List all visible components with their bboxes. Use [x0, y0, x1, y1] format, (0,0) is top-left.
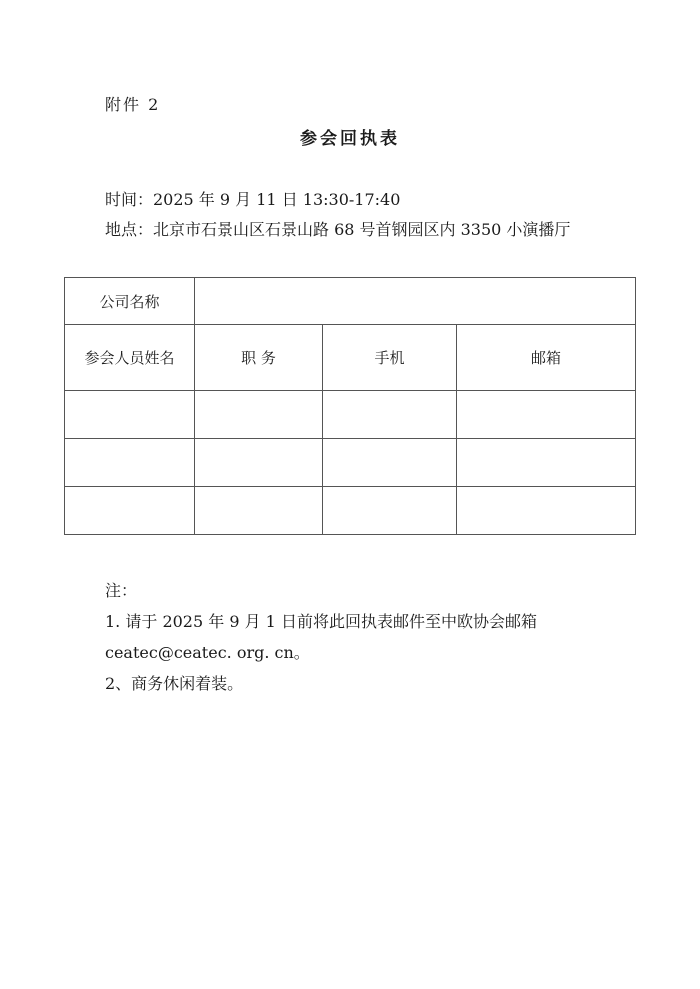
note-email: ceatec@ceatec. org. cn。: [105, 643, 310, 662]
attendee-name-cell[interactable]: [65, 439, 195, 487]
position-cell[interactable]: [195, 391, 323, 439]
position-cell[interactable]: [195, 487, 323, 535]
note-item-2: 2、商务休闲着装。: [105, 674, 244, 693]
mobile-cell[interactable]: [323, 487, 457, 535]
position-cell[interactable]: [195, 439, 323, 487]
header-row: [65, 325, 636, 391]
meeting-place: 地点：北京市石景山区石景山路 68 号首钢园区内 3350 小演播厅: [105, 220, 571, 239]
page-title: 参会回执表: [300, 129, 400, 149]
reply-form-table: [64, 277, 636, 535]
meeting-time: 时间：2025 年 9 月 11 日 13:30-17:40: [105, 190, 401, 209]
email-cell[interactable]: [457, 439, 636, 487]
mobile-cell[interactable]: [323, 439, 457, 487]
email-cell[interactable]: [457, 391, 636, 439]
table-row: [65, 487, 636, 535]
header-email: 邮箱: [457, 325, 636, 391]
attachment-label: 附件 2: [105, 95, 161, 114]
attendee-name-cell[interactable]: [65, 391, 195, 439]
notes-section: [105, 575, 537, 699]
company-name-field[interactable]: [195, 278, 636, 325]
company-row: [65, 278, 636, 325]
table-row: [65, 439, 636, 487]
mobile-cell[interactable]: [323, 391, 457, 439]
email-cell[interactable]: [457, 487, 636, 535]
company-name-label: 公司名称: [65, 278, 195, 325]
attendee-name-cell[interactable]: [65, 487, 195, 535]
header-mobile: 手机: [323, 325, 457, 391]
header-attendee-name: 参会人员姓名: [65, 325, 195, 391]
note-item-1: 1. 请于 2025 年 9 月 1 日前将此回执表邮件至中欧协会邮箱: [105, 612, 537, 631]
notes-heading: 注：: [105, 581, 138, 600]
table-row: [65, 391, 636, 439]
header-position: 职 务: [195, 325, 323, 391]
